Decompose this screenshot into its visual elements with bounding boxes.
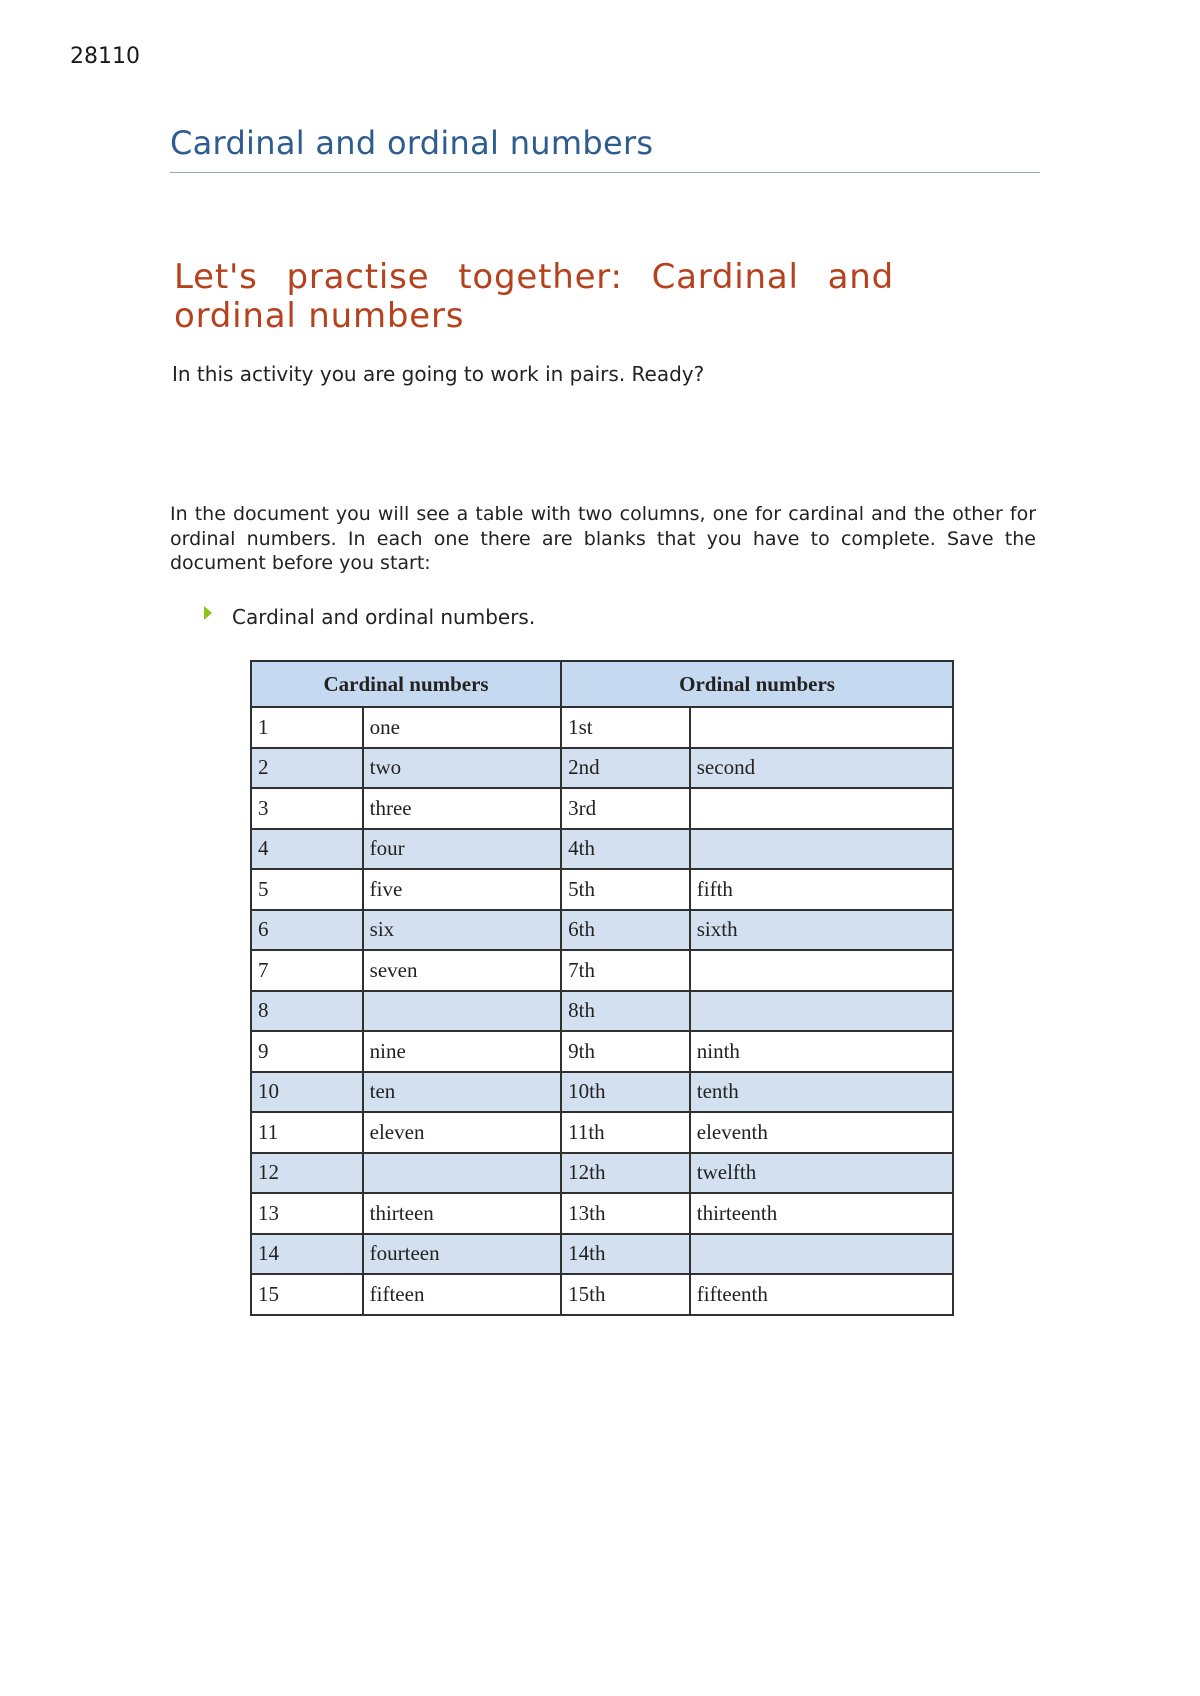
page-title: Cardinal and ordinal numbers [170, 124, 1040, 173]
ordinal-abbrev-cell: 7th [561, 950, 690, 991]
ordinal-word-cell [690, 950, 953, 991]
cardinal-digit-cell: 15 [251, 1274, 363, 1315]
table-body [251, 707, 953, 1315]
ordinal-abbrev-cell: 4th [561, 829, 690, 870]
ordinal-word-cell: fifteenth [690, 1274, 953, 1315]
cardinal-word-cell: seven [363, 950, 561, 991]
ordinal-word-cell [690, 1234, 953, 1275]
ordinal-word-cell: ninth [690, 1031, 953, 1072]
numbers-table [250, 660, 954, 1316]
cardinal-word-cell: ten [363, 1072, 561, 1113]
ordinal-word-cell [690, 788, 953, 829]
table-row [251, 869, 953, 910]
cardinal-word-cell: eleven [363, 1112, 561, 1153]
cardinal-digit-cell: 7 [251, 950, 363, 991]
cardinal-digit-cell: 8 [251, 991, 363, 1032]
intro-text: In this activity you are going to work in pairs. Ready? [172, 362, 705, 386]
table-row [251, 991, 953, 1032]
resource-list-item[interactable] [204, 605, 535, 629]
cardinal-digit-cell: 1 [251, 707, 363, 748]
table-header-row [251, 661, 953, 707]
cardinal-word-cell [363, 1153, 561, 1194]
ordinal-abbrev-cell: 10th [561, 1072, 690, 1113]
ordinal-abbrev-cell: 14th [561, 1234, 690, 1275]
cardinal-word-cell [363, 991, 561, 1032]
ordinal-abbrev-cell: 9th [561, 1031, 690, 1072]
ordinal-abbrev-cell: 2nd [561, 748, 690, 789]
ordinal-word-cell [690, 829, 953, 870]
cardinal-digit-cell: 9 [251, 1031, 363, 1072]
ordinal-abbrev-cell: 15th [561, 1274, 690, 1315]
ordinal-word-cell: tenth [690, 1072, 953, 1113]
ordinal-word-cell: twelfth [690, 1153, 953, 1194]
cardinal-digit-cell: 11 [251, 1112, 363, 1153]
cardinal-digit-cell: 13 [251, 1193, 363, 1234]
cardinal-digit-cell: 3 [251, 788, 363, 829]
cardinal-header: Cardinal numbers [251, 661, 561, 707]
ordinal-abbrev-cell: 6th [561, 910, 690, 951]
cardinal-digit-cell: 6 [251, 910, 363, 951]
practice-heading: Let's practise together: Cardinal and ordinal numbers [174, 257, 894, 336]
ordinal-word-cell [690, 991, 953, 1032]
ordinal-abbrev-cell: 3rd [561, 788, 690, 829]
ordinal-abbrev-cell: 11th [561, 1112, 690, 1153]
ordinal-abbrev-cell: 8th [561, 991, 690, 1032]
cardinal-word-cell: six [363, 910, 561, 951]
ordinal-word-cell: fifth [690, 869, 953, 910]
instructions-paragraph: In the document you will see a table with two columns, one for cardinal and the other for ordinal numbers. In each one there are blanks that you have to complete. Save the document before you start: [170, 503, 1036, 574]
table-row [251, 1193, 953, 1234]
table-row [251, 1072, 953, 1113]
page-number: 28110 [70, 44, 140, 69]
cardinal-digit-cell: 4 [251, 829, 363, 870]
ordinal-abbrev-cell: 1st [561, 707, 690, 748]
ordinal-abbrev-cell: 5th [561, 869, 690, 910]
table-row [251, 910, 953, 951]
bullet-arrow-icon [204, 606, 212, 620]
cardinal-word-cell: four [363, 829, 561, 870]
table-row [251, 748, 953, 789]
cardinal-digit-cell: 2 [251, 748, 363, 789]
table-row [251, 950, 953, 991]
cardinal-word-cell: two [363, 748, 561, 789]
table-row [251, 1274, 953, 1315]
cardinal-word-cell: three [363, 788, 561, 829]
table-row [251, 1153, 953, 1194]
cardinal-word-cell: nine [363, 1031, 561, 1072]
cardinal-word-cell: one [363, 707, 561, 748]
table-row [251, 1112, 953, 1153]
cardinal-digit-cell: 5 [251, 869, 363, 910]
resource-link[interactable]: Cardinal and ordinal numbers. [232, 605, 536, 629]
table-row [251, 1031, 953, 1072]
ordinal-word-cell: sixth [690, 910, 953, 951]
cardinal-word-cell: fourteen [363, 1234, 561, 1275]
ordinal-word-cell [690, 707, 953, 748]
ordinal-abbrev-cell: 12th [561, 1153, 690, 1194]
cardinal-word-cell: five [363, 869, 561, 910]
cardinal-digit-cell: 14 [251, 1234, 363, 1275]
cardinal-digit-cell: 10 [251, 1072, 363, 1113]
ordinal-word-cell: thirteenth [690, 1193, 953, 1234]
table-row [251, 829, 953, 870]
ordinal-word-cell: eleventh [690, 1112, 953, 1153]
cardinal-word-cell: thirteen [363, 1193, 561, 1234]
table-row [251, 707, 953, 748]
ordinal-header: Ordinal numbers [561, 661, 953, 707]
ordinal-word-cell: second [690, 748, 953, 789]
resource-list [204, 605, 535, 629]
cardinal-digit-cell: 12 [251, 1153, 363, 1194]
table-row [251, 1234, 953, 1275]
cardinal-word-cell: fifteen [363, 1274, 561, 1315]
ordinal-abbrev-cell: 13th [561, 1193, 690, 1234]
table-row [251, 788, 953, 829]
